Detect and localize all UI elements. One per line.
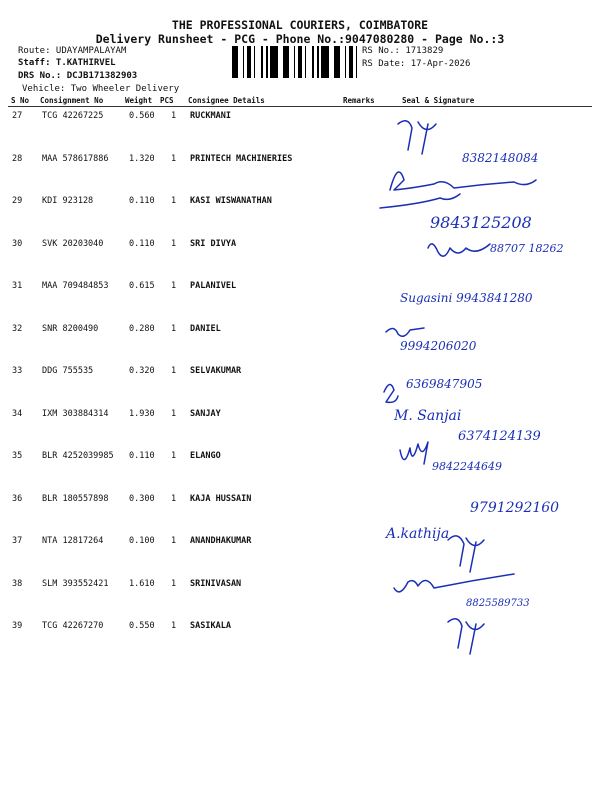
signature-mark-28 [390, 172, 536, 190]
cell-weight: 1.610 [129, 578, 155, 589]
cell-weight: 1.930 [129, 408, 155, 419]
sig-phone-30: 88707 18262 [490, 242, 564, 255]
cell-consignee: SRINIVASAN [190, 578, 242, 589]
barcode-bar [283, 46, 286, 78]
barcode-bar [270, 46, 273, 78]
barcode-bar [349, 46, 352, 78]
cell-pcs: 1 [171, 621, 177, 631]
cell-consignment: BLR 4252039985 [42, 451, 114, 461]
sig-phone-36: 9791292160 [470, 500, 560, 516]
signature-mark-37 [448, 536, 484, 572]
col-header-remarks: Remarks [343, 96, 375, 105]
barcode-bar [356, 46, 357, 78]
cell-sno: 36 [12, 493, 23, 504]
signature-mark-35 [400, 442, 428, 464]
cell-consignee: SELVAKUMAR [190, 366, 242, 376]
col-header-weight: Weight [125, 96, 153, 105]
cell-pcs: 1 [171, 153, 177, 164]
cell-sno: 37 [12, 536, 23, 546]
cell-consignee: KASI WISWANATHAN [190, 196, 272, 206]
barcode-bar [232, 46, 235, 78]
cell-sno: 31 [12, 281, 23, 291]
cell-pcs: 1 [171, 323, 177, 334]
sig-name-34: M. Sanjai [394, 408, 462, 424]
vehicle-label: Vehicle: Two Wheeler Delivery [22, 84, 180, 94]
sig-phone-38: 8825589733 [466, 598, 530, 609]
cell-sno: 32 [12, 323, 23, 334]
signature-mark-33 [384, 384, 398, 402]
barcode-bar [317, 46, 319, 78]
barcode-bar [324, 46, 326, 78]
barcode-bar [352, 46, 353, 78]
barcode-bar [266, 46, 268, 78]
barcode-bar [286, 46, 289, 78]
barcode-bar [305, 46, 306, 78]
cell-consignee: DANIEL [190, 323, 221, 334]
cell-consignee: ANANDHAKUMAR [190, 536, 252, 546]
sig-31: Sugasini 9943841280 [400, 291, 533, 305]
barcode-bar [250, 46, 251, 78]
signature-mark-29 [380, 194, 460, 208]
cell-consignment: DDG 755535 [42, 366, 94, 376]
cell-weight: 0.615 [129, 281, 155, 291]
cell-consignee: PRINTECH MACHINERIES [190, 153, 293, 164]
sig-name-37: A.kathija [386, 526, 450, 542]
cell-consignee: KAJA HUSSAIN [190, 493, 252, 504]
signature-mark-39 [448, 619, 484, 654]
barcode-bar [273, 46, 275, 78]
rs-date: RS Date: 17-Apr-2026 [362, 59, 471, 69]
cell-weight: 0.110 [129, 238, 155, 249]
cell-weight: 1.320 [129, 153, 155, 164]
cell-pcs: 1 [171, 238, 177, 249]
barcode-bar [345, 46, 346, 78]
cell-sno: 28 [12, 153, 23, 164]
sig-phone-33: 6369847905 [406, 377, 483, 391]
cell-consignee: SASIKALA [190, 621, 231, 631]
cell-consignment: BLR 180557898 [42, 493, 109, 504]
cell-weight: 0.300 [129, 493, 155, 504]
signature-mark-27 [398, 121, 436, 154]
cell-pcs: 1 [171, 578, 177, 589]
barcode-bar [321, 46, 324, 78]
cell-weight: 0.550 [129, 621, 155, 631]
cell-consignment: IXM 303884314 [42, 408, 109, 419]
cell-pcs: 1 [171, 536, 177, 546]
barcode-bar [298, 46, 301, 78]
cell-consignee: SRI DIVYA [190, 238, 237, 249]
sig-phone-28: 8382148084 [462, 151, 539, 165]
staff-label: Staff: T.KATHIRVEL [18, 58, 116, 68]
cell-sno: 38 [12, 578, 23, 589]
barcode-bar [243, 46, 244, 78]
cell-consignment: TCG 42267225 [42, 111, 104, 121]
rs-number: RS No.: 1713829 [362, 46, 444, 56]
cell-consignee: SANJAY [190, 408, 221, 419]
barcode-bar [235, 46, 238, 78]
signature-mark-30 [428, 244, 490, 256]
cell-pcs: 1 [171, 196, 177, 206]
cell-weight: 0.560 [129, 111, 155, 121]
cell-pcs: 1 [171, 111, 177, 121]
barcode-image [232, 46, 358, 78]
runsheet-subtitle: Delivery Runsheet - PCG - Phone No.:9047080280 - Page No.:3 [95, 32, 505, 46]
sig-phone-32: 9994206020 [400, 339, 477, 353]
cell-pcs: 1 [171, 493, 177, 504]
cell-pcs: 1 [171, 408, 177, 419]
barcode-bar [337, 46, 340, 78]
drs-label: DRS No.: DCJB171382903 [18, 71, 138, 81]
cell-consignment: SNR 8200490 [42, 323, 99, 334]
cell-consignment: MAA 578617886 [42, 153, 109, 164]
cell-sno: 34 [12, 408, 23, 419]
route-label: Route: UDAYAMPALAYAM [18, 46, 127, 56]
company-title: THE PROFESSIONAL COURIERS, COIMBATORE [171, 18, 429, 32]
signature-mark-32 [386, 328, 424, 336]
col-header-pcs: PCS [160, 96, 174, 105]
cell-consignment: TCG 42267270 [42, 621, 104, 631]
cell-consignee: PALANIVEL [190, 281, 237, 291]
cell-consignment: MAA 709484853 [42, 281, 109, 291]
cell-consignee: RUCKMANI [190, 111, 231, 121]
cell-sno: 29 [12, 196, 23, 206]
cell-weight: 0.280 [129, 323, 155, 334]
cell-sno: 27 [12, 111, 23, 121]
sig-phone-34: 6374124139 [458, 429, 541, 444]
cell-pcs: 1 [171, 366, 177, 376]
cell-consignment: KDI 923128 [42, 196, 94, 206]
barcode-bar [326, 46, 329, 78]
barcode-bar [334, 46, 337, 78]
cell-consignment: SVK 20203040 [42, 238, 104, 249]
signatures-area [370, 110, 590, 670]
cell-weight: 0.100 [129, 536, 155, 546]
cell-pcs: 1 [171, 451, 177, 461]
cell-consignment: SLM 393552421 [42, 578, 109, 589]
cell-weight: 0.110 [129, 451, 155, 461]
cell-weight: 0.110 [129, 196, 155, 206]
cell-sno: 33 [12, 366, 23, 376]
cell-sno: 30 [12, 238, 23, 249]
barcode-bar [301, 46, 302, 78]
sig-phone-29: 9843125208 [430, 213, 532, 232]
col-header-sno: S No [11, 96, 30, 105]
col-header-consignment: Consignment No [40, 96, 104, 105]
col-header-seal: Seal & Signature [402, 96, 475, 105]
cell-consignment: NTA 12817264 [42, 536, 104, 546]
barcode-bar [247, 46, 250, 78]
signature-mark-38 [394, 574, 514, 592]
sig-phone-35: 9842244649 [432, 460, 502, 473]
barcode-bar [312, 46, 314, 78]
barcode-bar [275, 46, 278, 78]
cell-consignee: ELANGO [190, 451, 221, 461]
header-divider [8, 106, 592, 107]
barcode-bar [294, 46, 295, 78]
col-header-consignee: Consignee Details [188, 96, 265, 105]
cell-sno: 39 [12, 621, 23, 631]
barcode-bar [261, 46, 263, 78]
barcode-bar [254, 46, 255, 78]
cell-pcs: 1 [171, 281, 177, 291]
cell-sno: 35 [12, 451, 23, 461]
cell-weight: 0.320 [129, 366, 155, 376]
